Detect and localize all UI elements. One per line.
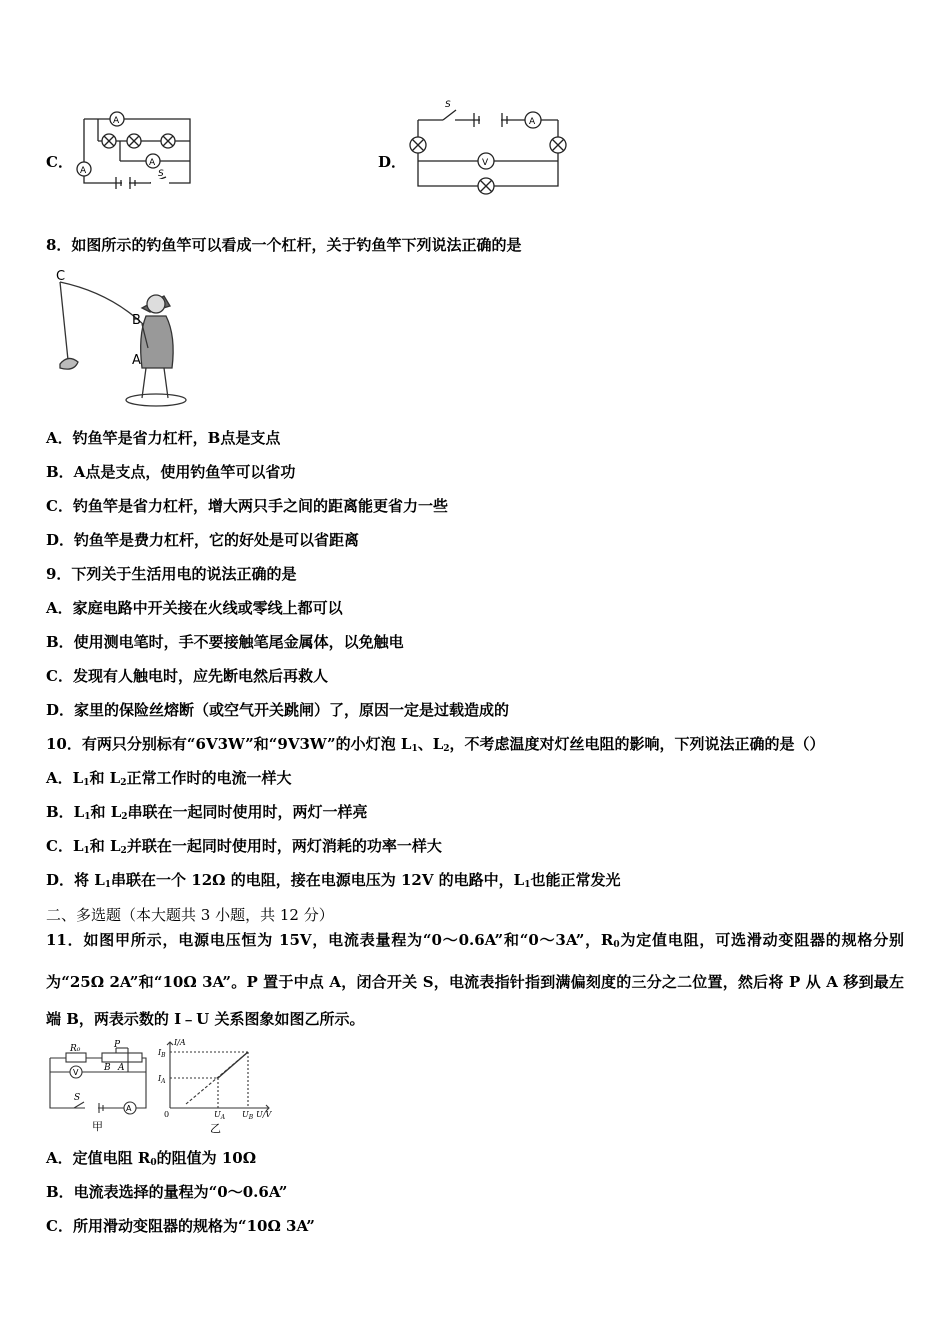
q10-option-b: B．$L_1$和 $L_2$串联在一起同时使用时，两灯一样亮 xyxy=(46,803,368,822)
section-heading: 二、多选题（本大题共 3 小题，共 12 分） xyxy=(46,906,334,924)
slider-p-label: P xyxy=(114,1040,121,1050)
figure-yi-caption: 乙 xyxy=(210,1122,221,1135)
q7-circuit-d xyxy=(398,96,576,196)
fishing-rod-figure xyxy=(46,268,206,412)
q11-option-a: A．定值电阻 $R_0$的阻值为 10Ω xyxy=(46,1149,257,1168)
ua-label: $U_A$ xyxy=(214,1110,226,1121)
ib-label: $I_B$ xyxy=(158,1048,166,1059)
ammeter-symbol: A xyxy=(113,116,120,126)
q10-option-c: C．$L_1$和 $L_2$并联在一起同时使用时，两灯消耗的功率一样大 xyxy=(46,837,442,856)
q9-option-b: B．使用测电笔时，手不要接触笔尾金属体，以免触电 xyxy=(46,633,404,651)
q11-option-c: C．所用滑动变阻器的规格为“10Ω 3A” xyxy=(46,1217,315,1235)
figure-jia-caption: 甲 xyxy=(92,1120,103,1133)
q8-option-a: A．钓鱼竿是省力杠杆，B点是支点 xyxy=(46,429,281,447)
q7-option-c-label: C． xyxy=(46,153,73,171)
ia-label: $I_A$ xyxy=(158,1074,166,1085)
q11-option-b: B．电流表选择的量程为“0～0.6A” xyxy=(46,1183,288,1201)
q11-stem: 11．如图甲所示，电源电压恒为 15V，电流表量程为“0～0.6A”和“0～3A”，$R_0$为定值电阻，可选滑动变阻器的规格分别为“25Ω 2A”和“10Ω 3A”。P 置于中点 A，闭合开关 S，电流表指针指到满偏刻度的三分之二位置，然后将 P 从 A 移到最左端 B，两表示数的 I﹣U 关系图象如图乙所示。 xyxy=(46,931,904,1028)
q8-option-d: D．钓鱼竿是费力杠杆，它的好处是可以省距离 xyxy=(46,531,360,549)
y-axis-label: I/A xyxy=(174,1038,186,1047)
voltmeter-symbol: V xyxy=(73,1068,79,1077)
q9-stem: 9．下列关于生活用电的说法正确的是 xyxy=(46,565,297,583)
q9-option-c: C．发现有人触电时，应先断电然后再救人 xyxy=(46,667,328,685)
ammeter-symbol: A xyxy=(126,1104,132,1113)
q10-option-a: A．$L_1$和 $L_2$正常工作时的电流一样大 xyxy=(46,769,292,788)
ub-label: $U_B$ xyxy=(242,1110,254,1121)
q9-option-d: D．家里的保险丝熔断（或空气开关跳闸）了，原因一定是过载造成的 xyxy=(46,701,510,719)
voltmeter-symbol: V xyxy=(482,158,489,168)
switch-label: S xyxy=(158,169,164,179)
ammeter-symbol: A xyxy=(149,158,156,168)
q11-iu-graph xyxy=(156,1036,280,1136)
q8-option-c: C．钓鱼竿是省力杠杆，增大两只手之间的距离能更省力一些 xyxy=(46,497,448,515)
point-a-label: A xyxy=(132,353,141,368)
point-b-label: B xyxy=(104,1063,111,1073)
switch-label: S xyxy=(74,1093,81,1103)
q10-option-d: D．将 $L_1$串联在一个 12Ω 的电阻，接在电源电压为 12V 的电路中，$L_1$也能正常发光 xyxy=(46,871,621,890)
point-c-label: C xyxy=(56,269,66,284)
q8-option-b: B．A点是支点，使用钓鱼竿可以省功 xyxy=(46,463,296,481)
q10-stem: 10．有两只分别标有“6V3W”和“9V3W”的小灯泡 $L_1$、$L_2$，不考虑温度对灯丝电阻的影响，下列说法正确的是（） xyxy=(46,735,825,754)
point-b-label: B xyxy=(132,313,141,328)
origin-label: 0 xyxy=(164,1110,170,1119)
q9-option-a: A．家庭电路中开关接在火线或零线上都可以 xyxy=(46,599,343,617)
switch-label: S xyxy=(445,100,451,110)
ammeter-symbol: A xyxy=(80,166,87,176)
ammeter-symbol: A xyxy=(529,117,536,127)
q7-circuit-c xyxy=(70,105,200,197)
x-axis-label: U/V xyxy=(256,1110,272,1119)
point-a-label: A xyxy=(118,1063,125,1073)
q11-circuit-figure xyxy=(44,1040,154,1134)
q7-option-d-label: D． xyxy=(378,153,407,171)
r0-label: R₀ xyxy=(70,1044,81,1054)
q8-stem: 8．如图所示的钓鱼竿可以看成一个杠杆，关于钓鱼竿下列说法正确的是 xyxy=(46,236,522,254)
